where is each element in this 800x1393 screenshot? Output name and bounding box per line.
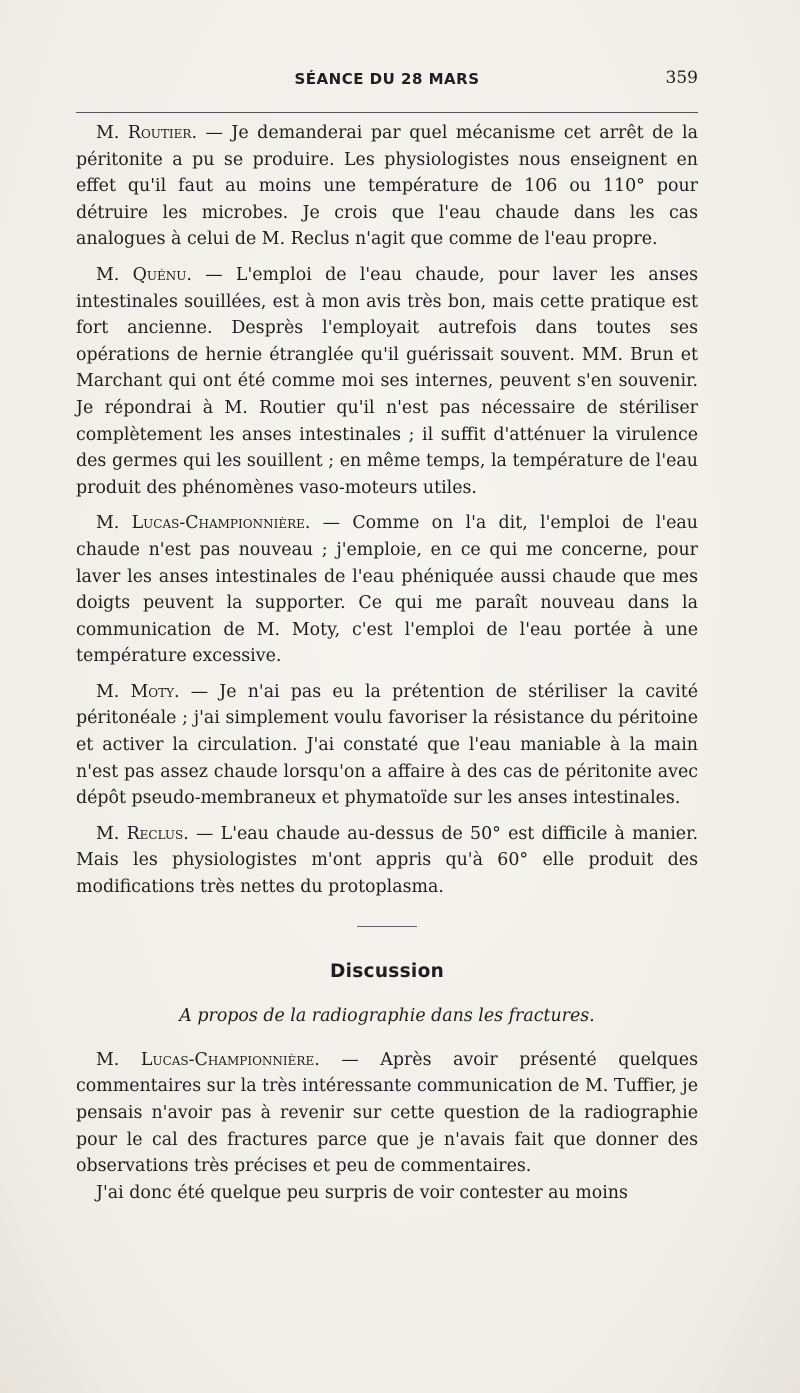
paragraph-text: — Comme on l'a dit, l'emploi de l'eau chaude n'est pas nouveau ; j'emploie, en ce qui me concerne, pour laver les anses intestinales de l'eau phéniquée aussi chaude que mes doigts peuvent la supporter. Ce qui me paraît nouveau dans la communication de M. Moty, c'est l'emploi de l'eau portée à une température excessive. xyxy=(76,513,699,667)
paragraph-text: — L'eau chaude au-dessus de 50° est difficile à manier. Mais les physiologistes m'ont appris qu'à 60° elle produit des modifications très nettes du protoplasma. xyxy=(76,823,698,898)
speaker-name: M. Lucas-Championnière. xyxy=(96,513,311,534)
speaker-name: M. Moty. xyxy=(96,681,180,702)
section-separator xyxy=(357,926,417,927)
paragraph-text: — Je n'ai pas eu la prétention de stériliser la cavité péritonéale ; j'ai simplement voulu favoriser la résistance du péritoine et activer la circulation. J'ai constaté que l'eau maniable à la main n'est pas assez chaude lorsqu'on a affaire à des cas de péritonite avec dépôt pseudo-membraneux et phymatoïde sur les anses intestinales. xyxy=(76,681,698,809)
page-number: 359 xyxy=(665,68,698,88)
running-title: SÉANCE DU 28 MARS xyxy=(294,70,480,88)
section-title: Discussion xyxy=(329,960,445,982)
paragraph-moty xyxy=(76,679,698,812)
header-rule xyxy=(76,112,698,113)
paragraph-text: — Je demanderai par quel mécanisme cet arrêt de la péritonite a pu se produire. Les physiologistes nous enseignent en effet qu'il faut au moins une température de 106 ou 110° pour détruire les microbes. Je crois que l'eau chaude dans les cas analogues à celui de M. Reclus n'agit que comme de l'eau propre. xyxy=(76,123,698,250)
body-text xyxy=(76,120,698,1206)
paragraph-text: J'ai donc été quelque peu surpris de voir contester au moins xyxy=(96,1182,628,1203)
paragraph-discussion-lucas xyxy=(76,1047,698,1180)
paragraph-lucas-championniere xyxy=(76,510,698,670)
speaker-name: M. Quénu. xyxy=(96,264,192,285)
speaker-name: M. Reclus. xyxy=(96,823,189,844)
paragraph-reclus xyxy=(76,821,698,901)
section-subtitle: A propos de la radiographie dans les fractures. xyxy=(179,1006,595,1027)
running-header xyxy=(76,64,698,96)
paragraph-continuation xyxy=(76,1180,698,1207)
paragraph-text: — L'emploi de l'eau chaude, pour laver les anses intestinales souillées, est à mon avis très bon, mais cette pratique est fort ancienne. Desprès l'employait autrefois dans toutes ses opérations de hernie étranglée qu'il guérissait souvent. MM. Brun et Marchant qui ont été comme moi ses internes, peuvent s'en souvenir. Je répondrai à M. Routier qu'il n'est pas nécessaire de stériliser complètement les anses intestinales ; il suffit d'atténuer la virulence des germes qui les souillent ; en même temps, la température de l'eau produit des phénomènes vaso-moteurs utiles. xyxy=(76,264,698,498)
speaker-name: M. Routier. xyxy=(96,123,197,143)
speaker-name: M. Lucas-Championnière. xyxy=(96,1049,320,1070)
paragraph-routier xyxy=(76,120,698,253)
paragraph-text: — Après avoir présenté quelques commentaires sur la très intéressante communication de M. Tuffier, je pensais n'avoir pas à revenir sur cette question de la radiographie pour le cal des fractures parce que je n'avais fait que donner des observations très précises et peu de commentaires. xyxy=(76,1049,698,1177)
paragraph-quenu xyxy=(76,262,698,501)
